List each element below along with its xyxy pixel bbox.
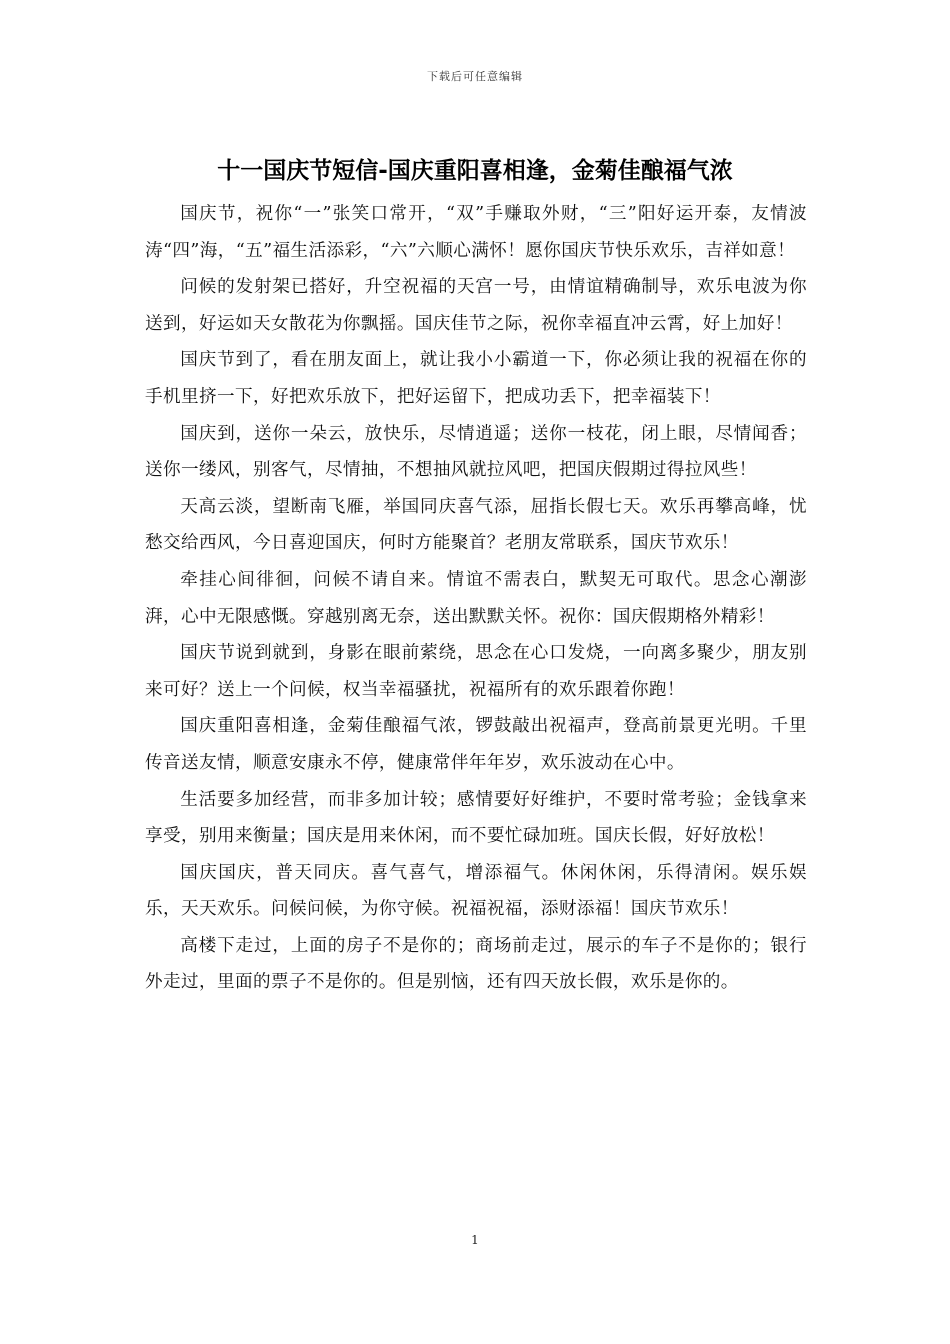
paragraph: 国庆节，祝你“一”张笑口常开，“双”手赚取外财，“三”阳好运开泰，友情波涛“四”海，“五”福生活添彩，“六”六顺心满怀！愿你国庆节快乐欢乐，吉祥如意！ — [145, 204, 807, 261]
paragraph: 天高云淡，望断南飞雁，举国同庆喜气添，屈指长假七天。欢乐再攀高峰，忧愁交给西风，今日喜迎国庆，何时方能聚首？老朋友常联系，国庆节欢乐！ — [145, 496, 807, 554]
paragraph: 问候的发射架已搭好，升空祝福的天宫一号，由情谊精确制导，欢乐电波为你送到，好运如天女散花为你飘摇。国庆佳节之际，祝你幸福直冲云霄，好上加好！ — [145, 277, 807, 334]
document-body — [145, 196, 807, 1001]
paragraph: 国庆到，送你一朵云，放快乐，尽情逍遥；送你一枝花，闭上眼，尽情闻香；送你一缕风，别客气，尽情抽，不想抽风就拉风吧，把国庆假期过得拉风些！ — [145, 423, 807, 481]
paragraph: 高楼下走过，上面的房子不是你的；商场前走过，展示的车子不是你的；银行外走过，里面的票子不是你的。但是别恼，还有四天放长假，欢乐是你的。 — [145, 935, 807, 993]
paragraph: 生活要多加经营，而非多加计较；感情要好好维护，不要时常考验；金钱拿来享受，别用来衡量；国庆是用来休闲，而不要忙碌加班。国庆长假，好好放松！ — [145, 789, 807, 847]
paragraph: 国庆重阳喜相逢，金菊佳酿福气浓，锣鼓敲出祝福声，登高前景更光明。千里传音送友情，顺意安康永不停，健康常伴年年岁，欢乐波动在心中。 — [145, 716, 807, 773]
paragraph: 国庆节到了，看在朋友面上，就让我小小霸道一下，你必须让我的祝福在你的手机里挤一下，好把欢乐放下，把好运留下，把成功丢下，把幸福装下！ — [145, 350, 807, 407]
paragraph: 牵挂心间徘徊，问候不请自来。情谊不需表白，默契无可取代。思念心潮澎湃，心中无限感慨。穿越别离无奈，送出默默关怀。祝你：国庆假期格外精彩！ — [145, 569, 807, 627]
document-title: 十一国庆节短信-国庆重阳喜相逢，金菊佳酿福气浓 — [217, 158, 733, 184]
paragraph: 国庆节说到就到，身影在眼前萦绕，思念在心口发烧，一向离多聚少，朋友别来可好？送上一个问候，权当幸福骚扰，祝福所有的欢乐跟着你跑！ — [145, 643, 807, 700]
paragraph: 国庆国庆，普天同庆。喜气喜气，增添福气。休闲休闲，乐得清闲。娱乐娱乐，天天欢乐。问候问候，为你守候。祝福祝福，添财添福！国庆节欢乐！ — [145, 862, 807, 920]
header-note: 下载后可任意编辑 — [427, 70, 523, 83]
page-number: 1 — [471, 1233, 479, 1247]
